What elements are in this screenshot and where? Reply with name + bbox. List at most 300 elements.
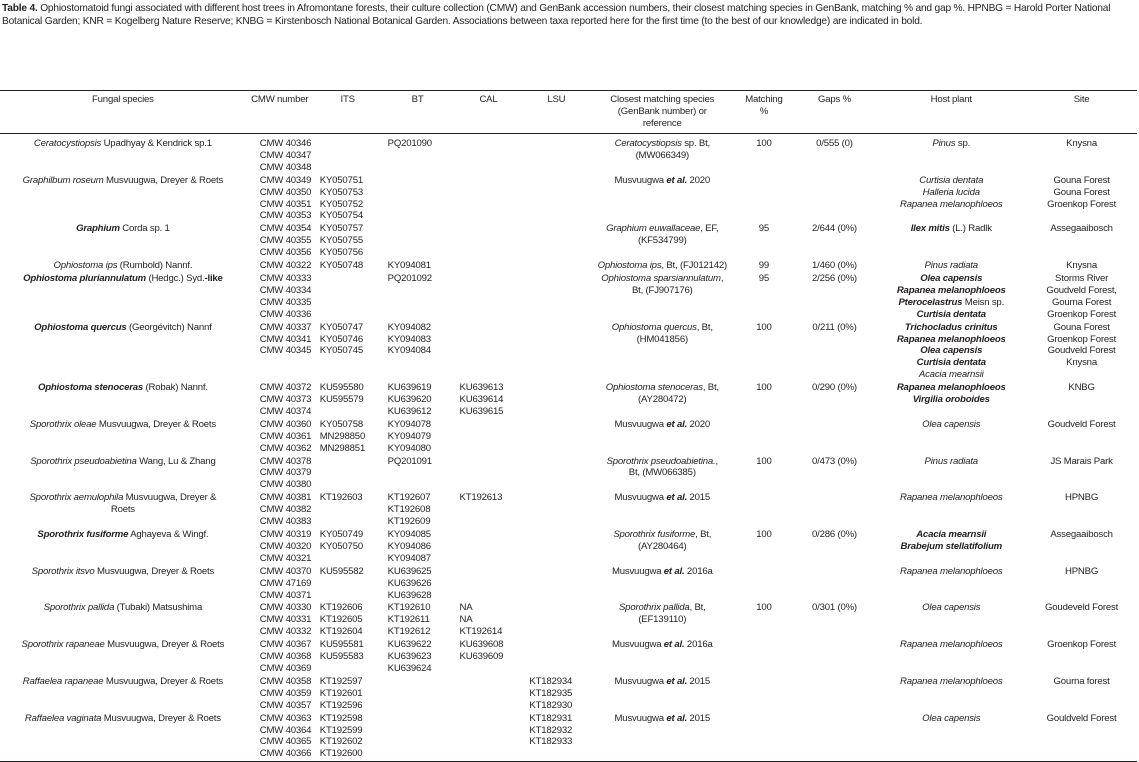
text-segment: Rapanea melanophloeos [896,382,1006,394]
text-segment: Corda sp. 1 [119,223,170,235]
bt-accession-cell [382,456,454,493]
closest-match [591,273,733,285]
site-cell [1026,419,1137,456]
text-segment: Musvuugwa, Dreyer & Roets [103,675,224,687]
text-segment: Wang, Lu & Zhang [136,455,216,467]
bt-accession: KY094082 [387,321,431,333]
site: Storms River [1055,272,1109,284]
species-name [2,602,244,614]
cmw-number: CMW 40337 [259,321,312,333]
text-segment: Rapanea melanophloeos [896,333,1006,345]
table-row [0,713,1137,762]
cal-accession: KU639615 [459,405,504,417]
closest-match-cell [589,639,735,676]
site: KNBG [1068,382,1095,394]
bt-accession-cell [382,273,454,322]
cmw-number: CMW 47169 [259,577,312,589]
text-segment: Ophiostoma quercus [611,321,697,333]
site: Gourna forest [1053,675,1110,687]
text-segment: (Robak) Nannf. [143,382,208,394]
cmw-number-cell [246,134,314,175]
site: Gouna Forest [1053,174,1110,186]
bt-accession: KU639628 [387,589,432,601]
its-accession: KY050751 [319,174,363,186]
its-accession-cell [314,134,382,175]
its-accession-cell [314,602,382,639]
host-plant [878,285,1024,297]
cmw-number: CMW 40355 [259,235,312,247]
site: Goudeveld Forest [1045,602,1119,614]
closest-match [591,676,733,688]
gaps-cell: 2/256 (0%) [812,272,857,284]
closest-match [591,614,733,626]
host-plant-cell [876,566,1026,603]
site: Groenkop Forest [1047,308,1117,320]
text-segment: 2015 [687,712,711,724]
bt-accession: KY094085 [387,529,431,540]
matching-cell [735,713,792,762]
text-segment: Musvuugwa [614,418,667,430]
cmw-number: CMW 40372 [259,382,312,394]
fungal-species-cell [0,602,246,639]
text-segment: Meisn sp. [962,296,1005,308]
matching-cell [735,419,792,456]
its-accession-cell [314,492,382,529]
species-name [2,419,244,431]
lsu-accession-cell [523,676,589,713]
table-row [0,529,1137,566]
bt-accession: KY094081 [387,260,431,272]
closest-match-cell [589,713,735,762]
caption-text: Ophiostomatoid fungi associated with different host trees in Afromontane forests, their culture collection (CMW) and GenBank accession numbers, their closest matching species in GenBank, matching % and gap %. HPNBG = Harold Porter National Botanical Garden; KNR = Kogelberg Nature Reserve; KNBG = Kirstenbosch National Botanical Garden. Associations between taxa reported here for the first time (to the best of our knowledge) are indicated in bold. [2,3,1111,27]
lsu-accession-cell [523,260,589,273]
fungal-species-cell [0,322,246,383]
cmw-number: CMW 40367 [259,639,312,651]
text-segment: et al. [666,675,688,687]
host-plant-cell [876,492,1026,529]
closest-match [591,713,733,725]
site-cell [1026,492,1137,529]
host-plant [878,199,1024,211]
bt-accession: KU639625 [387,565,432,577]
closest-match-cell [589,322,735,383]
text-segment: Acacia mearnsii [918,369,984,381]
lsu-accession-cell [523,322,589,383]
closest-match-cell [589,492,735,529]
text-segment: Acacia mearnsii [916,529,987,540]
its-accession: MN298850 [319,430,366,442]
text-segment: (Tubaki) Matsushima [114,602,203,614]
text-segment: (KF534799) [637,235,687,247]
cmw-number: CMW 40382 [259,504,312,516]
text-segment: Musvuugwa, Dreyer & Roets [104,639,225,651]
text-segment: Raffaelea rapaneae [22,675,104,687]
cmw-number: CMW 40331 [259,614,312,626]
closest-match [591,382,733,394]
text-segment: (HM041856) [636,333,688,345]
cmw-number-cell [246,492,314,529]
text-segment: Rapanea melanophloeos [900,198,1003,210]
bt-accession: KU639626 [387,577,432,589]
text-segment: Sporothrix pallida [618,602,690,614]
cmw-number: CMW 40370 [259,565,312,577]
bt-accession: KY094084 [387,345,431,357]
species-name [2,260,244,272]
cal-accession-cell [454,134,524,175]
header-site: Site [1073,94,1090,105]
bt-accession-cell [382,260,454,273]
cal-accession: KU639608 [459,639,504,651]
its-accession: KU595580 [319,382,364,394]
fungal-species-cell [0,639,246,676]
lsu-accession: KT182932 [529,724,573,736]
lsu-accession-cell [523,566,589,603]
matching-cell: 100 [756,455,772,467]
matching-cell: 100 [756,529,772,540]
gaps-cell: 0/211 (0%) [812,321,857,333]
fungal-species-cell [0,492,246,529]
text-segment: Pinus radiata [924,455,978,467]
host-plant [878,309,1024,321]
header-matching: Matching % [745,94,783,117]
its-accession-cell [314,639,382,676]
cal-accession-cell [454,175,524,224]
closest-match [591,529,733,541]
bt-accession: KU639612 [387,405,432,417]
cmw-number: CMW 40358 [259,675,312,687]
text-segment: Rapanea melanophloeos [900,639,1003,651]
closest-match-cell [589,529,735,566]
site: Groenkop Forest [1047,333,1117,345]
closest-match [591,639,733,651]
matching-cell [735,566,792,603]
text-segment: Olea capensis [922,712,981,724]
host-plant [878,297,1024,309]
text-segment: (MW066349) [635,149,690,161]
text-segment: (Georgévitch) Nannf [126,321,212,333]
text-segment: Musvuugwa [614,174,667,186]
bt-accession-cell [382,639,454,676]
text-segment: Ophiostoma ips [597,260,662,272]
bt-accession: PQ201091 [387,455,432,467]
host-plant [878,334,1024,346]
its-accession-cell [314,456,382,493]
header-gaps: Gaps % [818,94,851,105]
table-row [0,322,1137,383]
text-segment: Ophiostoma quercus [34,321,127,333]
lsu-accession-cell [523,419,589,456]
fungal-species-cell [0,676,246,713]
text-segment: et al. [666,712,688,724]
its-accession: KT192602 [319,736,363,748]
bt-accession: KU639623 [387,651,432,663]
species-name [2,676,244,688]
closest-match-cell [589,566,735,603]
site: JS Marais Park [1050,455,1113,467]
cmw-number: CMW 40335 [259,296,312,308]
bt-accession-cell [382,529,454,566]
text-segment: Halleria lucida [922,186,980,198]
its-accession: KT192599 [319,724,363,736]
its-accession: KY050752 [319,198,363,210]
text-segment: Curtisia dentata [919,174,984,186]
its-accession: KY050749 [319,529,363,540]
its-accession: KT192600 [319,748,363,760]
bt-accession: KY094079 [387,430,431,442]
text-segment: Raffaelea vaginata [24,712,102,724]
bt-accession: PQ201090 [387,138,432,149]
cmw-number-cell [246,639,314,676]
cmw-number: CMW 40380 [259,479,312,491]
cal-accession-cell [454,602,524,639]
its-accession: MN298851 [319,442,366,454]
table-body [0,134,1137,762]
its-accession: KT192603 [319,492,363,504]
matching-cell: 100 [756,382,772,394]
cmw-number-cell [246,456,314,493]
cmw-number: CMW 40350 [259,186,312,198]
cmw-number: CMW 40369 [259,662,312,674]
text-segment: Musvuugwa [611,565,664,577]
site: Knysna [1066,260,1097,272]
matching-cell [735,639,792,676]
species-name [2,529,244,541]
text-segment: et al. [666,174,688,186]
text-segment: Olea capensis [922,602,981,614]
its-accession: KY050754 [319,210,363,222]
text-segment: et al. [666,492,688,504]
site: Groenkop Forest [1047,639,1117,651]
species-name [2,639,244,651]
its-accession: KY050745 [319,345,363,357]
site: Goudveld Forest [1047,418,1116,430]
closest-match-cell [589,419,735,456]
lsu-accession-cell [523,382,589,419]
host-plant [878,187,1024,199]
fungal-species-cell [0,566,246,603]
table-caption [2,2,1134,28]
bt-accession-cell [382,134,454,175]
gaps-cell [793,566,877,603]
fungal-species-cell [0,382,246,419]
text-segment: Sporothrix pseudoabietina [30,455,137,467]
closest-match [591,285,733,297]
cal-accession: NA [459,614,473,626]
cmw-number: CMW 40359 [259,687,312,699]
cmw-number: CMW 40348 [259,161,312,173]
fungal-species-cell [0,175,246,224]
site-cell [1026,322,1137,383]
cmw-number-cell [246,223,314,260]
its-accession-cell [314,175,382,224]
site-cell [1026,713,1137,762]
text-segment: Olea capensis [922,418,981,430]
cal-accession-cell [454,223,524,260]
host-plant [878,639,1024,651]
text-segment: Brabejum stellatifolium [900,540,1002,552]
site-cell [1026,175,1137,224]
bt-accession: PQ201092 [387,272,432,284]
text-segment: Musvuugwa [614,712,667,724]
text-segment: Ceratocystiopsis [33,138,102,149]
lsu-accession-cell [523,175,589,224]
text-segment: Upadhyay & Kendrick sp.1 [101,138,212,149]
bt-accession: KU639619 [387,382,432,394]
cal-accession-cell [454,382,524,419]
text-segment: Bt, (FJ907176) [631,284,693,296]
host-plant [878,419,1024,431]
host-plant [878,345,1024,357]
its-accession-cell [314,322,382,383]
bt-accession: KY094080 [387,442,431,454]
closest-match [591,419,733,431]
site: Gouna Forest [1053,321,1110,333]
text-segment: Musvuugwa, Dreyer & Roets [101,712,221,724]
cmw-number: CMW 40346 [259,138,312,149]
host-plant-cell [876,322,1026,383]
text-segment: sp. Bt, [681,138,711,149]
text-segment: 2016a [684,565,713,577]
site: Gouna Forest [1053,186,1110,198]
host-plant-cell [876,419,1026,456]
host-plant-cell [876,713,1026,762]
text-segment: Ophiostoma pluriannulatum [23,272,146,284]
bt-accession: KT192611 [387,614,430,626]
site: Knysna [1066,138,1097,149]
its-accession-cell [314,713,382,762]
cmw-number: CMW 40374 [259,405,312,417]
text-segment: Musvuugwa [611,639,664,651]
closest-match [591,602,733,614]
cal-accession: NA [459,602,473,614]
text-segment: (AY280472) [638,394,687,406]
cmw-number: CMW 40363 [259,712,312,724]
its-accession: KY050758 [319,418,363,430]
closest-match [591,492,733,504]
lsu-accession-cell [523,492,589,529]
fungal-species-cell [0,419,246,456]
closest-match [591,138,733,150]
host-plant-cell [876,602,1026,639]
header-cal: CAL [479,94,498,105]
site: Knysna [1066,357,1097,369]
its-accession: KY050748 [319,260,363,272]
cmw-number-cell [246,273,314,322]
cal-accession: KT192613 [459,492,503,504]
its-accession: KY050755 [319,235,363,247]
cmw-number: CMW 40368 [259,651,312,663]
site-cell [1026,382,1137,419]
cmw-number: CMW 40378 [259,455,312,467]
lsu-accession-cell [523,223,589,260]
cmw-number-cell [246,382,314,419]
cal-accession-cell [454,566,524,603]
cal-accession-cell [454,456,524,493]
matching-cell: 100 [756,138,772,149]
text-segment: , Bt, [689,602,706,614]
host-plant-cell [876,676,1026,713]
text-segment: Graphium euwallaceae [606,223,701,235]
host-plant-cell [876,223,1026,260]
cal-accession-cell [454,676,524,713]
cmw-number: CMW 40347 [259,149,312,161]
text-segment: sp. [955,138,971,149]
cmw-number: CMW 40360 [259,418,312,430]
text-segment: 2015 [687,492,711,504]
bt-accession-cell [382,566,454,603]
text-segment: Pterocelastrus [898,296,963,308]
text-segment: Aghayeva & Wingf. [128,529,209,540]
host-plant [878,260,1024,272]
fungal-species-cell [0,456,246,493]
site: HPNBG [1065,492,1099,504]
cal-accession-cell [454,713,524,762]
lsu-accession: KT182935 [529,687,573,699]
closest-match [591,150,733,162]
host-plant [878,566,1024,578]
site: Goudveld Forest, [1046,284,1117,296]
host-plant [878,138,1024,150]
text-segment: (AY280464) [638,540,687,552]
its-accession-cell [314,223,382,260]
text-segment: Rapanea melanophloeos [900,492,1003,504]
cal-accession-cell [454,273,524,322]
cmw-number: CMW 40361 [259,430,312,442]
cmw-number: CMW 40365 [259,736,312,748]
host-plant [878,322,1024,334]
closest-match-cell [589,456,735,493]
host-plant [878,223,1024,235]
host-plant [878,394,1024,406]
its-accession-cell [314,419,382,456]
bt-accession: KY094087 [387,552,431,564]
species-name-cont: Roets [110,504,135,516]
fungi-table [0,90,1137,762]
text-segment: Sporothrix itsvo [31,565,95,577]
its-accession-cell [314,676,382,713]
closest-match-cell [589,676,735,713]
its-accession: KY050757 [319,223,363,235]
header-bt: BT [411,94,424,105]
cal-accession-cell [454,419,524,456]
text-segment: Sporothrix rapaneae [21,639,105,651]
lsu-accession: KT182930 [529,699,573,711]
bt-accession-cell [382,492,454,529]
cal-accession-cell [454,639,524,676]
host-plant [878,676,1024,688]
matching-cell: 95 [758,223,770,235]
table-row [0,456,1137,493]
its-accession: KY050746 [319,333,363,345]
bt-accession: KY094078 [387,418,431,430]
lsu-accession-cell [523,713,589,762]
gaps-cell: 1/460 (0%) [812,260,857,272]
host-plant [878,369,1024,381]
text-segment: Olea capensis [920,272,983,284]
its-accession: KT192597 [319,675,363,687]
cmw-number: CMW 40357 [259,699,312,711]
host-plant [878,541,1024,553]
site-cell [1026,529,1137,566]
bt-accession: KT192608 [387,504,431,516]
site: Gouldveld Forest [1046,712,1117,724]
fungal-species-cell [0,223,246,260]
closest-match [591,541,733,553]
host-plant [878,175,1024,187]
table-row [0,273,1137,322]
closest-match-cell [589,602,735,639]
text-segment: Bt, (MW066385) [628,467,696,479]
